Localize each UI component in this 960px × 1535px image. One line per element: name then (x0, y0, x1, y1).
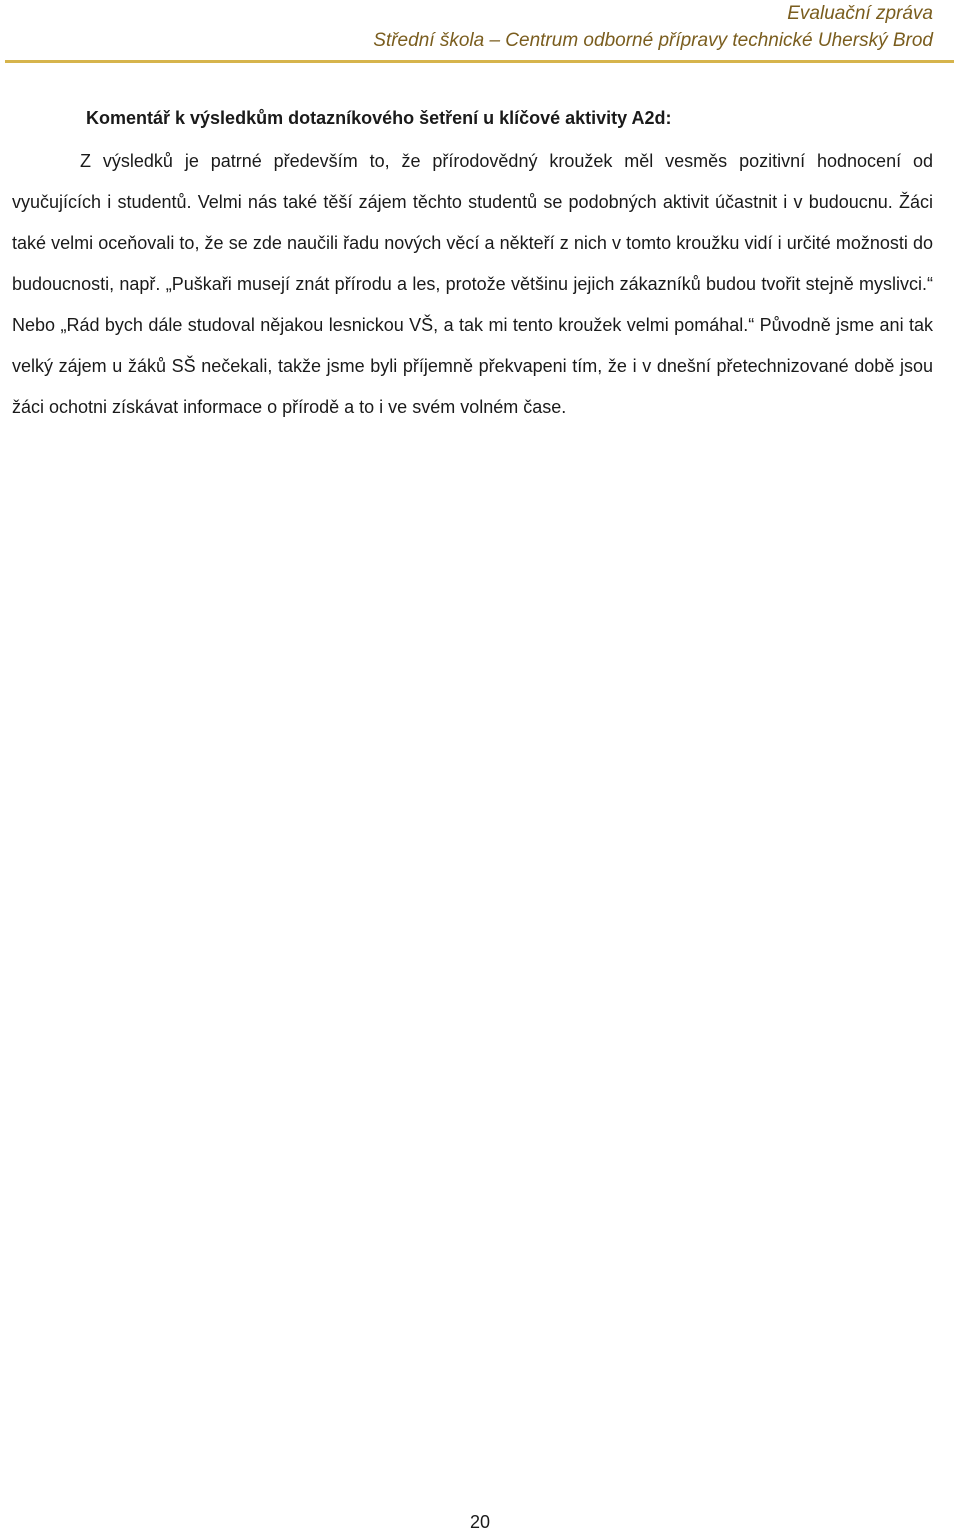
body-paragraph: Z výsledků je patrné především to, že přírodovědný kroužek měl vesměs pozitivní hodnocení od vyučujících i studentů. Velmi nás také těší zájem těchto studentů se podobných aktivit účastnit i v budoucnu. Žáci také velmi oceňovali to, že se zde naučili řadu nových věcí a někteří z nich v tomto kroužku vidí i určité možnosti do budoucnosti, např. „Puškaři musejí znát přírodu a les, protože většinu jejich zákazníků budou tvořit stejně myslivci.“ Nebo „Rád bych dále studoval nějakou lesnickou VŠ, a tak mi tento kroužek velmi pomáhal.“ Původně jsme ani tak velký zájem u žáků SŠ nečekali, takže jsme byli příjemně překvapeni tím, že i v dnešní přetechnizované době jsou žáci ochotni získávat informace o přírodě a to i ve svém volném čase. (12, 151, 933, 417)
header-school-name: Střední škola – Centrum odborné přípravy technické Uherský Brod (373, 30, 933, 51)
header-divider (5, 60, 954, 63)
page-number: 20 (469, 1512, 491, 1532)
page-header (373, 0, 933, 54)
section-heading: Komentář k výsledkům dotazníkového šetření u klíčové aktivity A2d: (86, 108, 672, 128)
header-report-title: Evaluační zpráva (787, 3, 933, 24)
